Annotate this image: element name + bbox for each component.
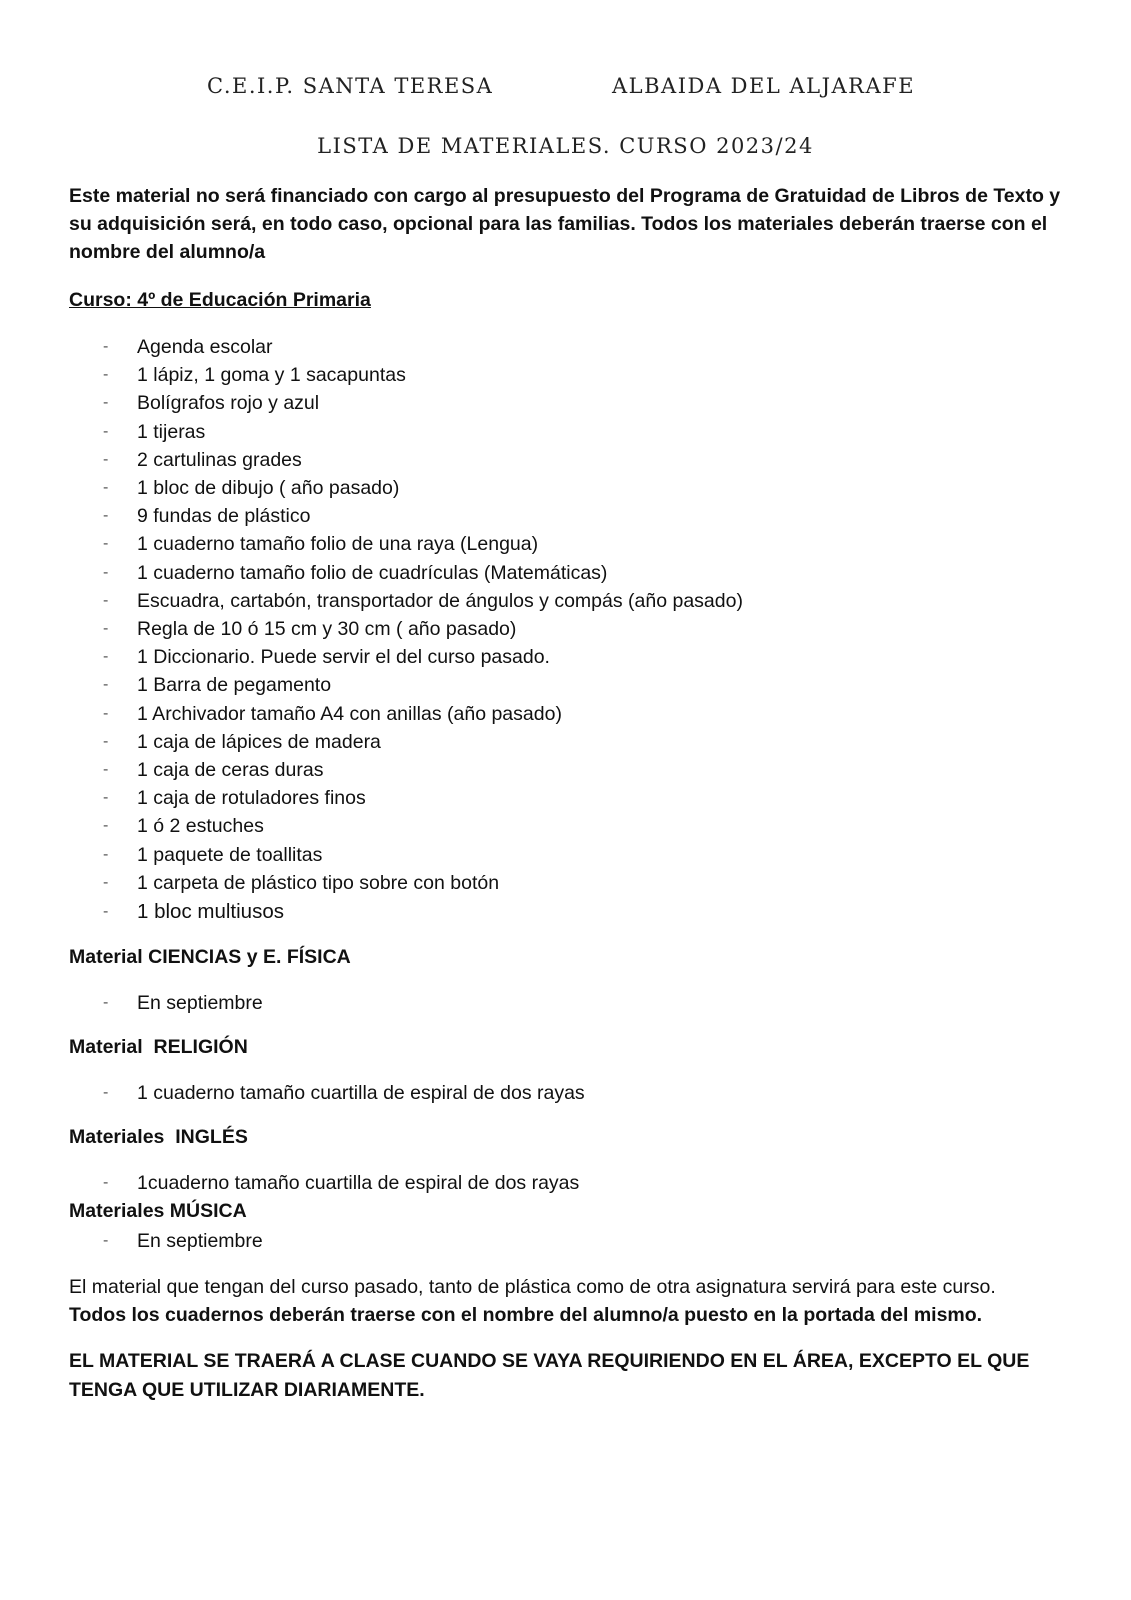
list-item — [69, 700, 1069, 728]
list-item-text: 1 cuaderno tamaño folio de una raya (Lengua) — [137, 533, 539, 556]
list-item-text: Escuadra, cartabón, transportador de ángulos y compás (año pasado) — [137, 589, 743, 612]
list-item-text: 1 tijeras — [137, 420, 206, 443]
list-item — [69, 841, 1069, 869]
list-item-text: 1 paquete de toallitas — [137, 843, 323, 866]
list-item — [69, 1227, 1069, 1255]
list-item-text: Bolígrafos rojo y azul — [137, 392, 320, 415]
list-item — [69, 989, 1069, 1017]
bullet-dash: - — [103, 676, 109, 694]
list-item-text: 1 bloc de dibujo ( año pasado) — [137, 477, 400, 500]
list-item-text: 1 Archivador tamaño A4 con anillas (año pasado) — [137, 702, 562, 725]
list-item — [69, 812, 1069, 840]
list-item-text: 2 cartulinas grades — [137, 448, 302, 471]
list-item-text: En septiembre — [137, 992, 263, 1015]
bullet-dash: - — [103, 394, 109, 412]
bullet-dash: - — [103, 789, 109, 807]
musica-list — [69, 1227, 1069, 1255]
list-item — [69, 615, 1069, 643]
list-item-text: 1 carpeta de plástico tipo sobre con botón — [137, 871, 500, 894]
section-prefix: Materiales — [69, 1126, 165, 1149]
list-item-text: 1 bloc multiusos — [137, 900, 284, 924]
list-item — [69, 333, 1069, 361]
list-item — [69, 446, 1069, 474]
bullet-dash: - — [103, 1084, 109, 1102]
town-name: ALBAIDA DEL ALJARAFE — [612, 74, 916, 98]
bullet-dash: - — [103, 450, 109, 468]
list-item-text: 1 ó 2 estuches — [137, 815, 264, 838]
bullet-dash: - — [103, 507, 109, 525]
list-item — [69, 418, 1069, 446]
intro-paragraph: Este material no será financiado con cargo al presupuesto del Programa de Gratuidad de Libros de Texto y su adquisición será, en todo caso, opcional para las familias. Todos los materiales deberán traerse con el nombre del alumno/a — [69, 185, 1061, 263]
bullet-dash: - — [103, 845, 109, 863]
section-heading-religion — [69, 1033, 1069, 1061]
bullet-dash: - — [103, 994, 109, 1012]
bullet-dash: - — [103, 1232, 109, 1250]
bullet-dash: - — [103, 422, 109, 440]
section-heading-ciencias: Material CIENCIAS y E. FÍSICA — [69, 946, 351, 969]
list-item-text: 1cuaderno tamaño cuartilla de espiral de dos rayas — [137, 1172, 580, 1195]
list-item — [69, 869, 1069, 897]
school-name: C.E.I.P. SANTA TERESA — [207, 74, 494, 98]
list-item-text: 1 cuaderno tamaño folio de cuadrículas (Matemáticas) — [137, 561, 608, 584]
document-title: LISTA DE MATERIALES. CURSO 2023/24 — [317, 134, 814, 158]
religion-list — [69, 1079, 1069, 1107]
section-heading-ingles — [69, 1123, 1069, 1151]
list-item-text: 1 Barra de pegamento — [137, 674, 332, 697]
list-item-text: 1 cuaderno tamaño cuartilla de espiral de dos rayas — [137, 1082, 585, 1105]
list-item-text: 1 Diccionario. Puede servir el del curso pasado. — [137, 646, 550, 669]
list-item — [69, 784, 1069, 812]
list-item — [69, 756, 1069, 784]
bullet-dash: - — [103, 903, 109, 921]
bullet-dash: - — [103, 591, 109, 609]
note-paragraph: El material que tengan del curso pasado, tanto de plástica como de otra asignatura servirá para este curso. — [69, 1276, 996, 1299]
materials-list — [69, 333, 1069, 927]
list-item — [69, 1169, 1069, 1197]
bullet-dash: - — [103, 338, 109, 355]
list-item-text: Regla de 10 ó 15 cm y 30 cm ( año pasado) — [137, 618, 517, 641]
note-bold-paragraph: Todos los cuadernos deberán traerse con el nombre del alumno/a puesto en la portada del mismo. — [69, 1304, 983, 1327]
list-item-text: 9 fundas de plástico — [137, 505, 311, 528]
list-item — [69, 559, 1069, 587]
ingles-list — [69, 1169, 1069, 1197]
section-heading-musica: Materiales MÚSICA — [69, 1200, 247, 1223]
list-item — [69, 389, 1069, 417]
list-item — [69, 361, 1069, 389]
ciencias-list — [69, 989, 1069, 1017]
closing-paragraph: EL MATERIAL SE TRAERÁ A CLASE CUANDO SE VAYA REQUIRIENDO EN EL ÁREA, EXCEPTO EL QUE TENGA QUE UTILIZAR DIARIAMENTE. — [69, 1350, 1030, 1402]
bullet-dash: - — [103, 732, 109, 750]
list-item — [69, 1079, 1069, 1107]
bullet-dash: - — [103, 620, 109, 638]
section-subject: INGLÉS — [175, 1126, 248, 1149]
bullet-dash: - — [103, 761, 109, 779]
list-item — [69, 474, 1069, 502]
list-item-text: En septiembre — [137, 1230, 263, 1253]
list-item-text: 1 caja de lápices de madera — [137, 730, 381, 753]
bullet-dash: - — [103, 873, 109, 891]
bullet-dash: - — [103, 563, 109, 581]
list-item — [69, 530, 1069, 558]
bullet-dash: - — [103, 648, 109, 666]
header — [0, 74, 1131, 104]
bullet-dash: - — [103, 1174, 109, 1192]
list-item — [69, 728, 1069, 756]
section-subject: RELIGIÓN — [153, 1036, 248, 1059]
list-item-text: 1 lápiz, 1 goma y 1 sacapuntas — [137, 364, 406, 387]
bullet-dash: - — [103, 535, 109, 553]
list-item — [69, 587, 1069, 615]
list-item-text: 1 caja de rotuladores finos — [137, 787, 366, 810]
document-body — [69, 182, 1069, 1405]
course-heading: Curso: 4º de Educación Primaria — [69, 289, 371, 311]
bullet-dash: - — [103, 704, 109, 722]
list-item-text: Agenda escolar — [137, 336, 273, 358]
list-item — [69, 643, 1069, 671]
section-prefix: Material — [69, 1036, 143, 1059]
bullet-dash: - — [103, 817, 109, 835]
list-item — [69, 502, 1069, 530]
bullet-dash: - — [103, 479, 109, 497]
list-item — [69, 897, 1069, 927]
list-item-text: 1 caja de ceras duras — [137, 759, 324, 782]
list-item — [69, 671, 1069, 699]
bullet-dash: - — [103, 366, 109, 384]
